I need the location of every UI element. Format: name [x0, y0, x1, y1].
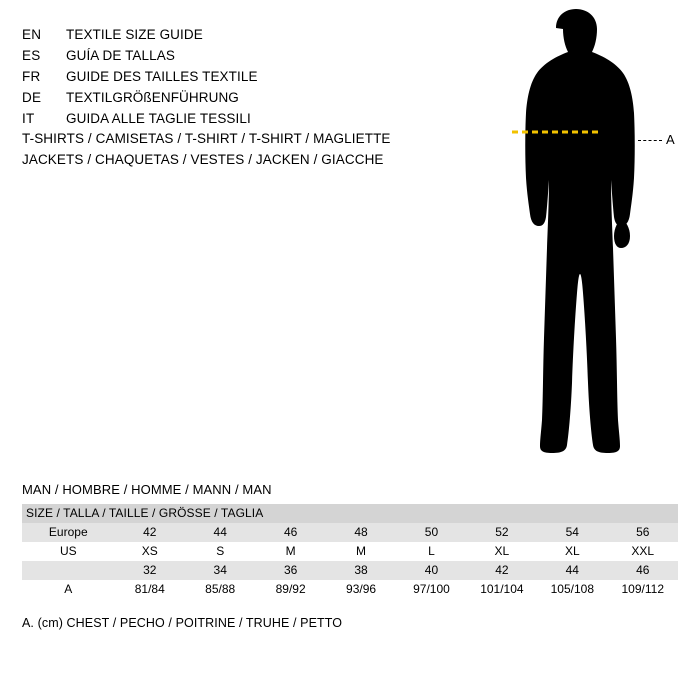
language-code: DE — [22, 90, 42, 105]
cell-value: 85/88 — [205, 582, 236, 596]
language-title: TEXTILGRÖßENFÜHRUNG — [66, 90, 239, 105]
cell-value: M — [356, 544, 367, 558]
row-label: US — [59, 544, 77, 558]
cell-value: 101/104 — [480, 582, 524, 596]
language-code: EN — [22, 27, 42, 42]
cell-value: M — [285, 544, 296, 558]
language-code: FR — [22, 69, 41, 84]
garment-category-list — [22, 128, 472, 170]
language-row — [22, 108, 462, 129]
cell-value: 40 — [424, 563, 439, 577]
cell-value: 42 — [495, 563, 509, 577]
male-silhouette-figure — [470, 8, 690, 468]
language-title: GUIDE DES TAILLES TEXTILE — [66, 69, 258, 84]
cell-value: 97/100 — [413, 582, 450, 596]
cell-value: XS — [141, 544, 158, 558]
cell-value: 34 — [213, 563, 227, 577]
language-code: IT — [22, 111, 35, 126]
cell-value: 46 — [636, 563, 650, 577]
language-code: ES — [22, 48, 41, 63]
language-title: GUÍA DE TALLAS — [66, 48, 175, 63]
language-row — [22, 24, 462, 45]
cell-value: 105/108 — [550, 582, 594, 596]
row-label: Europe — [48, 525, 88, 539]
cell-value: 54 — [565, 525, 579, 539]
cell-value: 38 — [354, 563, 368, 577]
silhouette-icon — [470, 8, 690, 468]
cell-value: 52 — [495, 525, 509, 539]
size-table — [22, 504, 678, 599]
cell-value: XXL — [631, 544, 655, 558]
cell-value: 46 — [283, 525, 298, 539]
cell-value: L — [428, 544, 435, 558]
cell-value: 93/96 — [346, 582, 377, 596]
cell-value: 109/112 — [621, 582, 664, 596]
table-footnote: A. (cm) CHEST / PECHO / POITRINE / TRUHE / PETTO — [22, 616, 343, 630]
cell-value: 36 — [283, 563, 298, 577]
language-row — [22, 66, 462, 87]
language-heading-list — [22, 24, 462, 129]
language-row — [22, 45, 462, 66]
marker-leader-line — [638, 140, 662, 141]
category-tshirts: T-SHIRTS / CAMISETAS / T-SHIRT / T-SHIRT / MAGLIETTE — [22, 131, 391, 146]
cell-value: 50 — [424, 525, 439, 539]
table-header-row — [22, 504, 678, 523]
cell-value: 48 — [354, 525, 368, 539]
language-title: GUIDA ALLE TAGLIE TESSILI — [66, 111, 251, 126]
table-section-title: MAN / HOMBRE / HOMME / MANN / MAN — [22, 482, 272, 497]
cell-value: S — [216, 544, 225, 558]
row-label: A — [64, 582, 73, 596]
cell-value: XL — [564, 544, 580, 558]
table-header-label: SIZE / TALLA / TAILLE / GRÖSSE / TAGLIA — [26, 506, 264, 520]
language-row — [22, 87, 462, 108]
table-row — [22, 580, 678, 599]
table-row — [22, 542, 678, 561]
measure-marker-label: A — [666, 132, 675, 147]
size-table-section — [22, 482, 678, 630]
cell-value: 44 — [213, 525, 227, 539]
cell-value: XL — [494, 544, 510, 558]
row-label — [22, 561, 115, 580]
cell-value: 89/92 — [275, 582, 306, 596]
table-row — [22, 523, 678, 542]
category-jackets: JACKETS / CHAQUETAS / VESTES / JACKEN / GIACCHE — [22, 152, 384, 167]
cell-value: 44 — [565, 563, 579, 577]
cell-value: 81/84 — [134, 582, 165, 596]
table-row — [22, 561, 678, 580]
cell-value: 32 — [143, 563, 157, 577]
cell-value: 42 — [143, 525, 157, 539]
language-title: TEXTILE SIZE GUIDE — [66, 27, 203, 42]
cell-value: 56 — [636, 525, 650, 539]
